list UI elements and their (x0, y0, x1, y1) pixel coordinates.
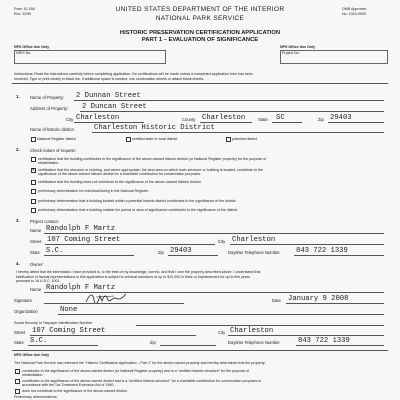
contact-street-line[interactable] (45, 244, 215, 245)
form-number: Form 10-168 (14, 7, 35, 11)
nps-option-2-line-1: contributes to the significance of the above-named district and is a “certified historic structure” for a charitable contribution for conservation purposes in (22, 378, 262, 383)
request-nature-label: Check nature of request: (30, 148, 76, 153)
contact-phone-line[interactable] (294, 255, 384, 256)
owner-certification-line-3: pursuant to 18 U.S.C. 1001. (16, 279, 61, 283)
owner-city-value: Charleston (230, 327, 274, 335)
state-value: SC (276, 114, 285, 122)
owner-state-label: State (14, 340, 24, 345)
nps-option-3-checkbox[interactable] (15, 389, 20, 394)
request-option-2-checkbox[interactable] (31, 168, 36, 173)
request-option-6-label: preliminary determination that a building outside the period or area of significance contributes to the significance of the district. (38, 207, 239, 212)
section-2-number: 2. (16, 147, 20, 152)
state-line[interactable] (272, 122, 302, 123)
omb-approved: OMB Approved (342, 7, 367, 11)
contact-state-label: State (30, 250, 40, 255)
nps-option-1-checkbox[interactable] (15, 369, 20, 374)
nps-option-1-line-1: contributes to the significance of the above-named district (or National Register property) and is a “certified historic structure” for the purpose of (22, 368, 250, 373)
owner-phone-value: 843 722 1339 (298, 337, 350, 345)
request-option-4-label: preliminary determination for individual listing in the National Register. (38, 188, 149, 193)
section-1-number: 1. (16, 94, 20, 99)
zip-label: Zip (318, 117, 324, 122)
request-option-2-line-2: significance of the above-named historic district for a charitable contribution for conservation purposes. (38, 172, 202, 176)
contact-phone-value: 843 722 1339 (296, 247, 348, 255)
owner-state-line[interactable] (28, 345, 98, 346)
request-option-3-checkbox[interactable] (31, 180, 36, 185)
agency-name: UNITED STATES DEPARTMENT OF THE INTERIOR (115, 6, 285, 13)
historic-district-value: Charleston Historic District (94, 124, 215, 132)
request-option-6-checkbox[interactable] (31, 208, 36, 213)
request-option-2-line-1: certification that the structure or building, and where appropriate, the land area on which such structure or building is located, contribute to the (38, 167, 263, 172)
contact-name-value: Randolph F Martz (46, 225, 116, 233)
nris-number-label: NRIS No. (16, 51, 32, 55)
nps-option-2-checkbox[interactable] (15, 379, 20, 384)
address-value: 2 Duncan Street (82, 103, 147, 111)
city-label: City (66, 117, 74, 122)
contact-name-label: Name (30, 228, 42, 233)
potential-district-label: potential district (232, 136, 257, 141)
request-option-4-checkbox[interactable] (31, 189, 36, 194)
owner-zip-label: Zip (150, 340, 156, 345)
city-line[interactable] (74, 122, 144, 123)
nps-determination-intro: The National Park Service has reviewed the “Historic Certification Application – Part 1” for the above-named property and hereby determines that the property: (14, 361, 266, 365)
potential-district-checkbox[interactable] (226, 137, 231, 142)
owner-street-value: 107 Coming Street (32, 327, 106, 335)
historic-district-line[interactable] (92, 132, 384, 133)
owner-city-line[interactable] (228, 335, 384, 336)
owner-label: Owner: (30, 262, 44, 267)
section-4-number: 4. (16, 261, 20, 266)
property-name-label: Name of Property: (30, 95, 64, 100)
organization-value: None (60, 306, 78, 314)
date-label: Date (272, 298, 281, 303)
contact-street-value: 107 Coming Street (47, 236, 121, 244)
contact-city-value: Charleston (232, 236, 276, 244)
address-line[interactable] (80, 111, 384, 112)
owner-name-label: Name (30, 287, 42, 292)
section-3-number: 3. (16, 218, 20, 223)
contact-city-line[interactable] (230, 244, 384, 245)
request-option-3-label: certification that the building does not contribute to the significance of the above-named historic district. (38, 179, 202, 184)
certified-district-label: certified state or local district (132, 136, 178, 141)
date-value: January 9 2008 (288, 295, 349, 303)
form-title: HISTORIC PRESERVATION CERTIFICATION APPLICATION (119, 30, 281, 36)
owner-certification-line-2: falsification of factual representations in this application is subject to criminal sanctions of up to $10,000 in fines or imprisonment for up to five years (16, 274, 250, 279)
contact-city-label: City (218, 239, 226, 244)
request-option-1-checkbox[interactable] (31, 157, 36, 162)
state-label: State (258, 117, 268, 122)
signature-line[interactable] (44, 303, 184, 304)
date-line[interactable] (286, 303, 384, 304)
certified-district-checkbox[interactable] (126, 137, 131, 142)
signature-label: Signature (14, 298, 32, 303)
address-label: Address of Property: (30, 106, 69, 111)
owner-phone-label: Daytime Telephone Number (228, 340, 280, 345)
owner-phone-line[interactable] (296, 345, 384, 346)
contact-street-label: Street (30, 239, 42, 244)
county-value: Charleston (202, 114, 246, 122)
owner-zip-line[interactable] (160, 345, 216, 346)
form-revision: Rev. 12/90 (14, 11, 32, 16)
preliminary-determinations-label: Preliminary determinations: (14, 394, 58, 399)
instructions-line-1: Instructions: Read the instructions carefully before completing application. No certifications will be made unless a completed application form has been (14, 72, 253, 76)
contact-zip-label: Zip (158, 250, 164, 255)
office-use-right-label: NPS Office Use Only (280, 45, 316, 49)
owner-state-value: S.C. (30, 337, 48, 345)
nps-office-use-label: NPS Office Use Only (14, 353, 50, 357)
organization-label: Organization (14, 309, 38, 314)
contact-name-line[interactable] (44, 233, 384, 234)
contact-zip-line[interactable] (168, 255, 218, 256)
nr-district-label: National Register district (37, 136, 76, 141)
form-subtitle: PART 1 – EVALUATION OF SIGNIFICANCE (141, 37, 259, 43)
contact-zip-value: 29403 (170, 247, 192, 255)
office-use-left-label: NPS Office Use Only (14, 45, 50, 49)
county-label: County (182, 117, 196, 122)
nps-option-2-line-2: accordance with the Tax Treatment Extension Act of 1980. (22, 383, 115, 387)
request-option-5-label: preliminary determination that a building located within a potential historic district contributes to the significance of the district. (38, 198, 237, 203)
historic-district-label: Name of historic district: (30, 127, 75, 132)
project-number-label: Project No. (282, 51, 300, 55)
county-line[interactable] (200, 122, 252, 123)
owner-street-line[interactable] (30, 335, 196, 336)
contact-phone-label: Daytime Telephone Number (228, 250, 280, 255)
property-name-value: 2 Dunnan Street (76, 92, 141, 100)
nr-district-checkbox[interactable] (31, 137, 36, 142)
contact-state-line[interactable] (44, 255, 134, 256)
project-contact-label: Project contact: (30, 219, 59, 224)
owner-street-label: Street (14, 330, 26, 335)
owner-certification-line-1: I hereby attest that the information I have provided is, to the best of my knowledge, correct, and that I own the property described above. I understand that (16, 270, 261, 274)
owner-name-value: Randolph F Martz (46, 284, 116, 292)
request-option-1-line-1: certification that the building contributes to the significance of the above-named historic district (or National Register property) for the purpose of (38, 156, 267, 161)
request-option-5-checkbox[interactable] (31, 199, 36, 204)
organization-line[interactable] (58, 314, 384, 315)
ssn-line[interactable] (136, 325, 384, 326)
agency-subname: NATIONAL PARK SERVICE (155, 15, 245, 22)
nris-number-box[interactable] (14, 50, 166, 64)
divider (12, 83, 388, 84)
property-name-line[interactable] (74, 100, 384, 101)
nps-option-3-label: does not contribute to the significance of the above-named district. (22, 388, 128, 393)
owner-city-label: City (218, 330, 226, 335)
contact-state-value: S.C. (46, 247, 64, 255)
instructions-line-2: received. Type or print clearly in black ink. If additional space is needed, use continuation sheets or attach blank sheets. (14, 76, 205, 81)
request-option-1-line-2: rehabilitation. (38, 161, 60, 165)
ssn-label: Social Security or Taxpayer Identification Number (14, 320, 93, 325)
nps-option-1-line-2: rehabilitation. (22, 373, 44, 377)
city-value: Charleston (76, 114, 120, 122)
zip-value: 29403 (330, 114, 352, 122)
zip-line[interactable] (328, 122, 384, 123)
omb-number: No. 1024-0009 (342, 11, 366, 16)
divider (12, 350, 388, 351)
